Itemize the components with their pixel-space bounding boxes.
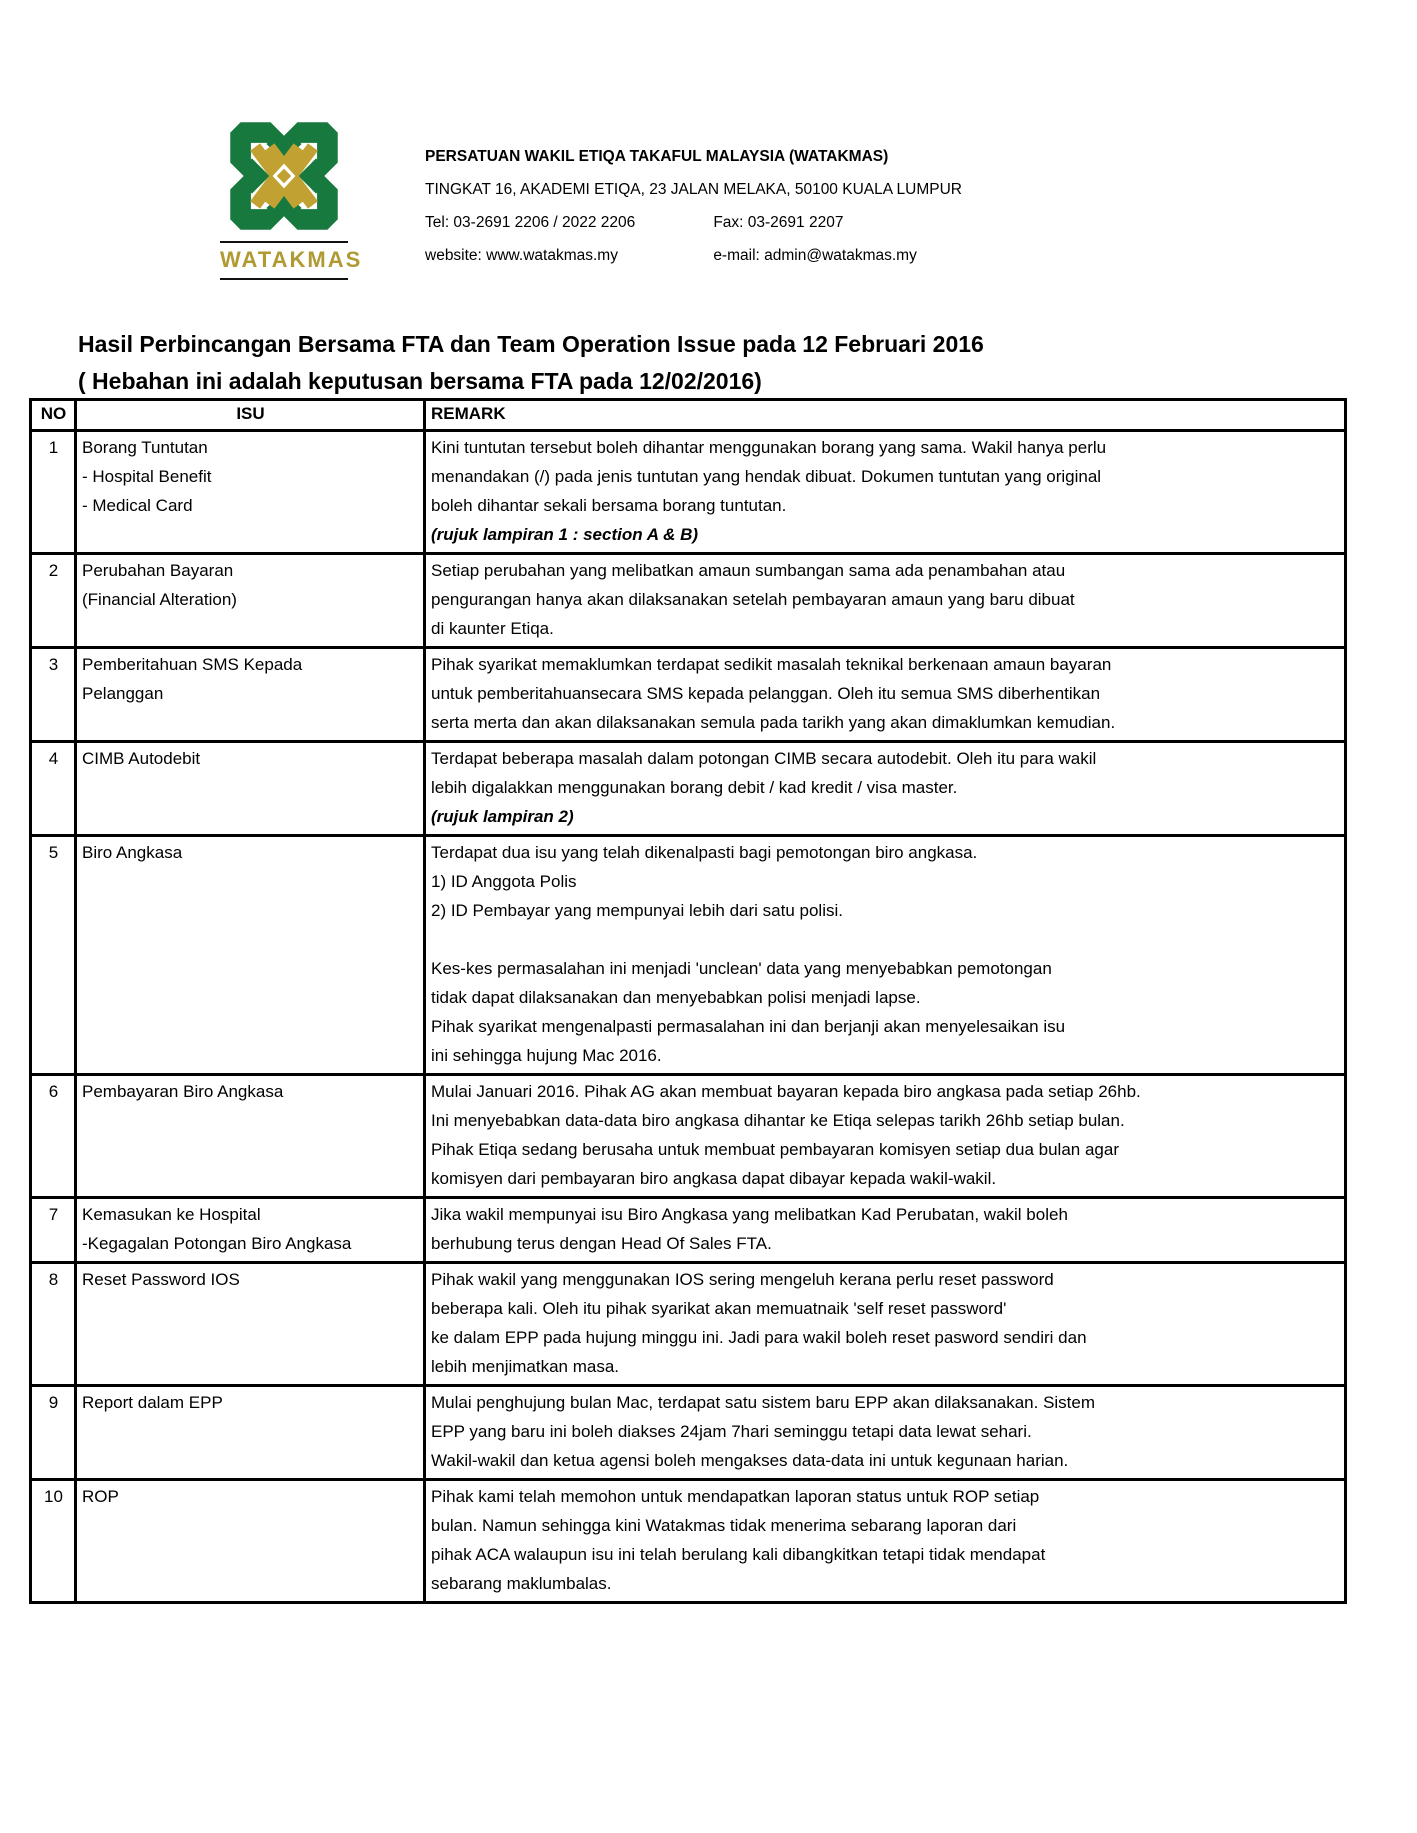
text-line: Ini menyebabkan data-data biro angkasa dihantar ke Etiqa selepas tarikh 26hb setiap bulan. xyxy=(431,1111,1125,1130)
text-line: Kini tuntutan tersebut boleh dihantar menggunakan borang yang sama. Wakil hanya perlu xyxy=(431,438,1107,457)
isu-cell xyxy=(76,1075,425,1198)
no-cell: 10 xyxy=(31,1480,76,1603)
text-line: Wakil-wakil dan ketua agensi boleh mengakses data-data ini untuk kegunaan harian. xyxy=(431,1451,1069,1470)
remark-cell xyxy=(425,1480,1346,1603)
text-line: 2) ID Pembayar yang mempunyai lebih dari satu polisi. xyxy=(431,901,843,920)
remark-cell xyxy=(425,836,1346,1075)
text-line: Pihak syarikat mengenalpasti permasalahan ini dan berjanji akan menyelesaikan isu xyxy=(431,1017,1066,1036)
text-line: ini sehingga hujung Mac 2016. xyxy=(431,1046,662,1065)
remark-cell xyxy=(425,1386,1346,1480)
tel-number: Tel: 03-2691 2206 / 2022 2206 xyxy=(425,214,636,231)
logo-rule-top xyxy=(220,241,348,243)
text-line: (rujuk lampiran 1 : section A & B) xyxy=(431,525,699,544)
title-line-1: Hasil Perbincangan Bersama FTA dan Team Operation Issue pada 12 Februari 2016 xyxy=(78,331,984,357)
text-line: (rujuk lampiran 2) xyxy=(431,807,574,826)
remark-cell xyxy=(425,554,1346,648)
no-cell: 9 xyxy=(31,1386,76,1480)
text-line: Pihak Etiqa sedang berusaha untuk membuat pembayaran komisyen setiap dua bulan agar xyxy=(431,1140,1119,1159)
letterhead xyxy=(425,140,962,272)
text-line: EPP yang baru ini boleh diakses 24jam 7hari seminggu tetapi data lewat sehari. xyxy=(431,1422,1032,1441)
text-line: bulan. Namun sehingga kini Watakmas tidak menerima sebarang laporan dari xyxy=(431,1516,1017,1535)
remark-cell xyxy=(425,1198,1346,1263)
table-row xyxy=(31,1198,1346,1263)
text-line: Terdapat beberapa masalah dalam potongan CIMB secara autodebit. Oleh itu para wakil xyxy=(431,749,1097,768)
text-line: Pembayaran Biro Angkasa xyxy=(82,1082,284,1101)
org-address: TINGKAT 16, AKADEMI ETIQA, 23 JALAN MELAKA, 50100 KUALA LUMPUR xyxy=(425,181,962,198)
isu-cell xyxy=(76,742,425,836)
web-line xyxy=(425,239,962,272)
isu-cell xyxy=(76,648,425,742)
no-cell: 8 xyxy=(31,1263,76,1386)
text-line: Pihak kami telah memohon untuk mendapatkan laporan status untuk ROP setiap xyxy=(431,1487,1040,1506)
text-line: Jika wakil mempunyai isu Biro Angkasa yang melibatkan Kad Perubatan, wakil boleh xyxy=(431,1205,1068,1224)
watakmas-logo-icon xyxy=(222,114,346,238)
page-title xyxy=(78,326,984,400)
isu-cell xyxy=(76,1263,425,1386)
org-name: PERSATUAN WAKIL ETIQA TAKAFUL MALAYSIA (WATAKMAS) xyxy=(425,148,889,165)
remark-cell xyxy=(425,742,1346,836)
text-line: Report dalam EPP xyxy=(82,1393,223,1412)
text-line: Mulai Januari 2016. Pihak AG akan membuat bayaran kepada biro angkasa pada setiap 26hb. xyxy=(431,1082,1141,1101)
contact-line xyxy=(425,206,962,239)
website-url: website: www.watakmas.my xyxy=(425,247,618,264)
text-line: ROP xyxy=(82,1487,119,1506)
text-line: -Kegagalan Potongan Biro Angkasa xyxy=(82,1234,352,1253)
fax-number: Fax: 03-2691 2207 xyxy=(713,214,844,231)
text-line: ke dalam EPP pada hujung minggu ini. Jadi para wakil boleh reset pasword sendiri dan xyxy=(431,1328,1087,1347)
email-address: e-mail: admin@watakmas.my xyxy=(713,247,917,264)
title-line-2: ( Hebahan ini adalah keputusan bersama FTA pada 12/02/2016) xyxy=(78,368,762,394)
text-line: sebarang maklumbalas. xyxy=(431,1574,612,1593)
issues-table xyxy=(29,398,1347,1604)
text-line: Perubahan Bayaran xyxy=(82,561,234,580)
text-line: Mulai penghujung bulan Mac, terdapat satu sistem baru EPP akan dilaksanakan. Sistem xyxy=(431,1393,1096,1412)
watakmas-logo xyxy=(220,114,363,282)
remark-cell xyxy=(425,431,1346,554)
text-line: 1) ID Anggota Polis xyxy=(431,872,577,891)
text-line: Kes-kes permasalahan ini menjadi 'unclean' data yang menyebabkan pemotongan xyxy=(431,959,1052,978)
logo-rule-bottom xyxy=(220,278,348,280)
table-row xyxy=(31,1263,1346,1386)
isu-cell xyxy=(76,1386,425,1480)
text-line: Pelanggan xyxy=(82,684,164,703)
table-header-row xyxy=(31,400,1346,431)
text-line: tidak dapat dilaksanakan dan menyebabkan polisi menjadi lapse. xyxy=(431,988,921,1007)
no-cell: 2 xyxy=(31,554,76,648)
text-line: serta merta dan akan dilaksanakan semula pada tarikh yang akan dimaklumkan kemudian. xyxy=(431,713,1116,732)
isu-cell xyxy=(76,554,425,648)
remark-cell xyxy=(425,648,1346,742)
text-line: - Medical Card xyxy=(82,496,193,515)
text-line xyxy=(431,925,1340,954)
text-line: berhubung terus dengan Head Of Sales FTA. xyxy=(431,1234,772,1253)
column-header-no: NO xyxy=(31,400,76,431)
table-row xyxy=(31,554,1346,648)
table-row xyxy=(31,431,1346,554)
text-line: Pihak wakil yang menggunakan IOS sering mengeluh kerana perlu reset password xyxy=(431,1270,1054,1289)
text-line: Reset Password IOS xyxy=(82,1270,240,1289)
text-line: Terdapat dua isu yang telah dikenalpasti bagi pemotongan biro angkasa. xyxy=(431,843,978,862)
isu-cell xyxy=(76,431,425,554)
text-line: pengurangan hanya akan dilaksanakan setelah pembayaran amaun yang baru dibuat xyxy=(431,590,1075,609)
text-line: (Financial Alteration) xyxy=(82,590,237,609)
no-cell: 4 xyxy=(31,742,76,836)
text-line: menandakan (/) pada jenis tuntutan yang hendak dibuat. Dokumen tuntutan yang original xyxy=(431,467,1102,486)
text-line: Setiap perubahan yang melibatkan amaun sumbangan sama ada penambahan atau xyxy=(431,561,1066,580)
table-row xyxy=(31,742,1346,836)
text-line: pihak ACA walaupun isu ini telah berulang kali dibangkitkan tetapi tidak mendapat xyxy=(431,1545,1046,1564)
no-cell: 1 xyxy=(31,431,76,554)
no-cell: 5 xyxy=(31,836,76,1075)
text-line: Borang Tuntutan xyxy=(82,438,208,457)
no-cell: 6 xyxy=(31,1075,76,1198)
table-row xyxy=(31,1480,1346,1603)
text-line: beberapa kali. Oleh itu pihak syarikat akan memuatnaik 'self reset password' xyxy=(431,1299,1007,1318)
text-line: CIMB Autodebit xyxy=(82,749,201,768)
logo-wordmark: WATAKMAS xyxy=(220,247,363,272)
text-line: Kemasukan ke Hospital xyxy=(82,1205,261,1224)
text-line: lebih menjimatkan masa. xyxy=(431,1357,620,1376)
text-line: Pemberitahuan SMS Kepada xyxy=(82,655,303,674)
column-header-isu: ISU xyxy=(76,400,425,431)
text-line: lebih digalakkan menggunakan borang debit / kad kredit / visa master. xyxy=(431,778,958,797)
text-line: - Hospital Benefit xyxy=(82,467,212,486)
isu-cell xyxy=(76,1198,425,1263)
isu-cell xyxy=(76,1480,425,1603)
table-row xyxy=(31,836,1346,1075)
text-line: boleh dihantar sekali bersama borang tuntutan. xyxy=(431,496,787,515)
isu-cell xyxy=(76,836,425,1075)
remark-cell xyxy=(425,1263,1346,1386)
table-row xyxy=(31,1075,1346,1198)
no-cell: 3 xyxy=(31,648,76,742)
text-line: untuk pemberitahuansecara SMS kepada pelanggan. Oleh itu semua SMS diberhentikan xyxy=(431,684,1101,703)
column-header-remark: REMARK xyxy=(425,400,1346,431)
text-line: di kaunter Etiqa. xyxy=(431,619,554,638)
issue-table-body xyxy=(31,431,1346,1603)
table-row xyxy=(31,648,1346,742)
no-cell: 7 xyxy=(31,1198,76,1263)
table-row xyxy=(31,1386,1346,1480)
remark-cell xyxy=(425,1075,1346,1198)
text-line: komisyen dari pembayaran biro angkasa dapat dibayar kepada wakil-wakil. xyxy=(431,1169,997,1188)
text-line: Biro Angkasa xyxy=(82,843,183,862)
text-line: Pihak syarikat memaklumkan terdapat sedikit masalah teknikal berkenaan amaun bayaran xyxy=(431,655,1112,674)
